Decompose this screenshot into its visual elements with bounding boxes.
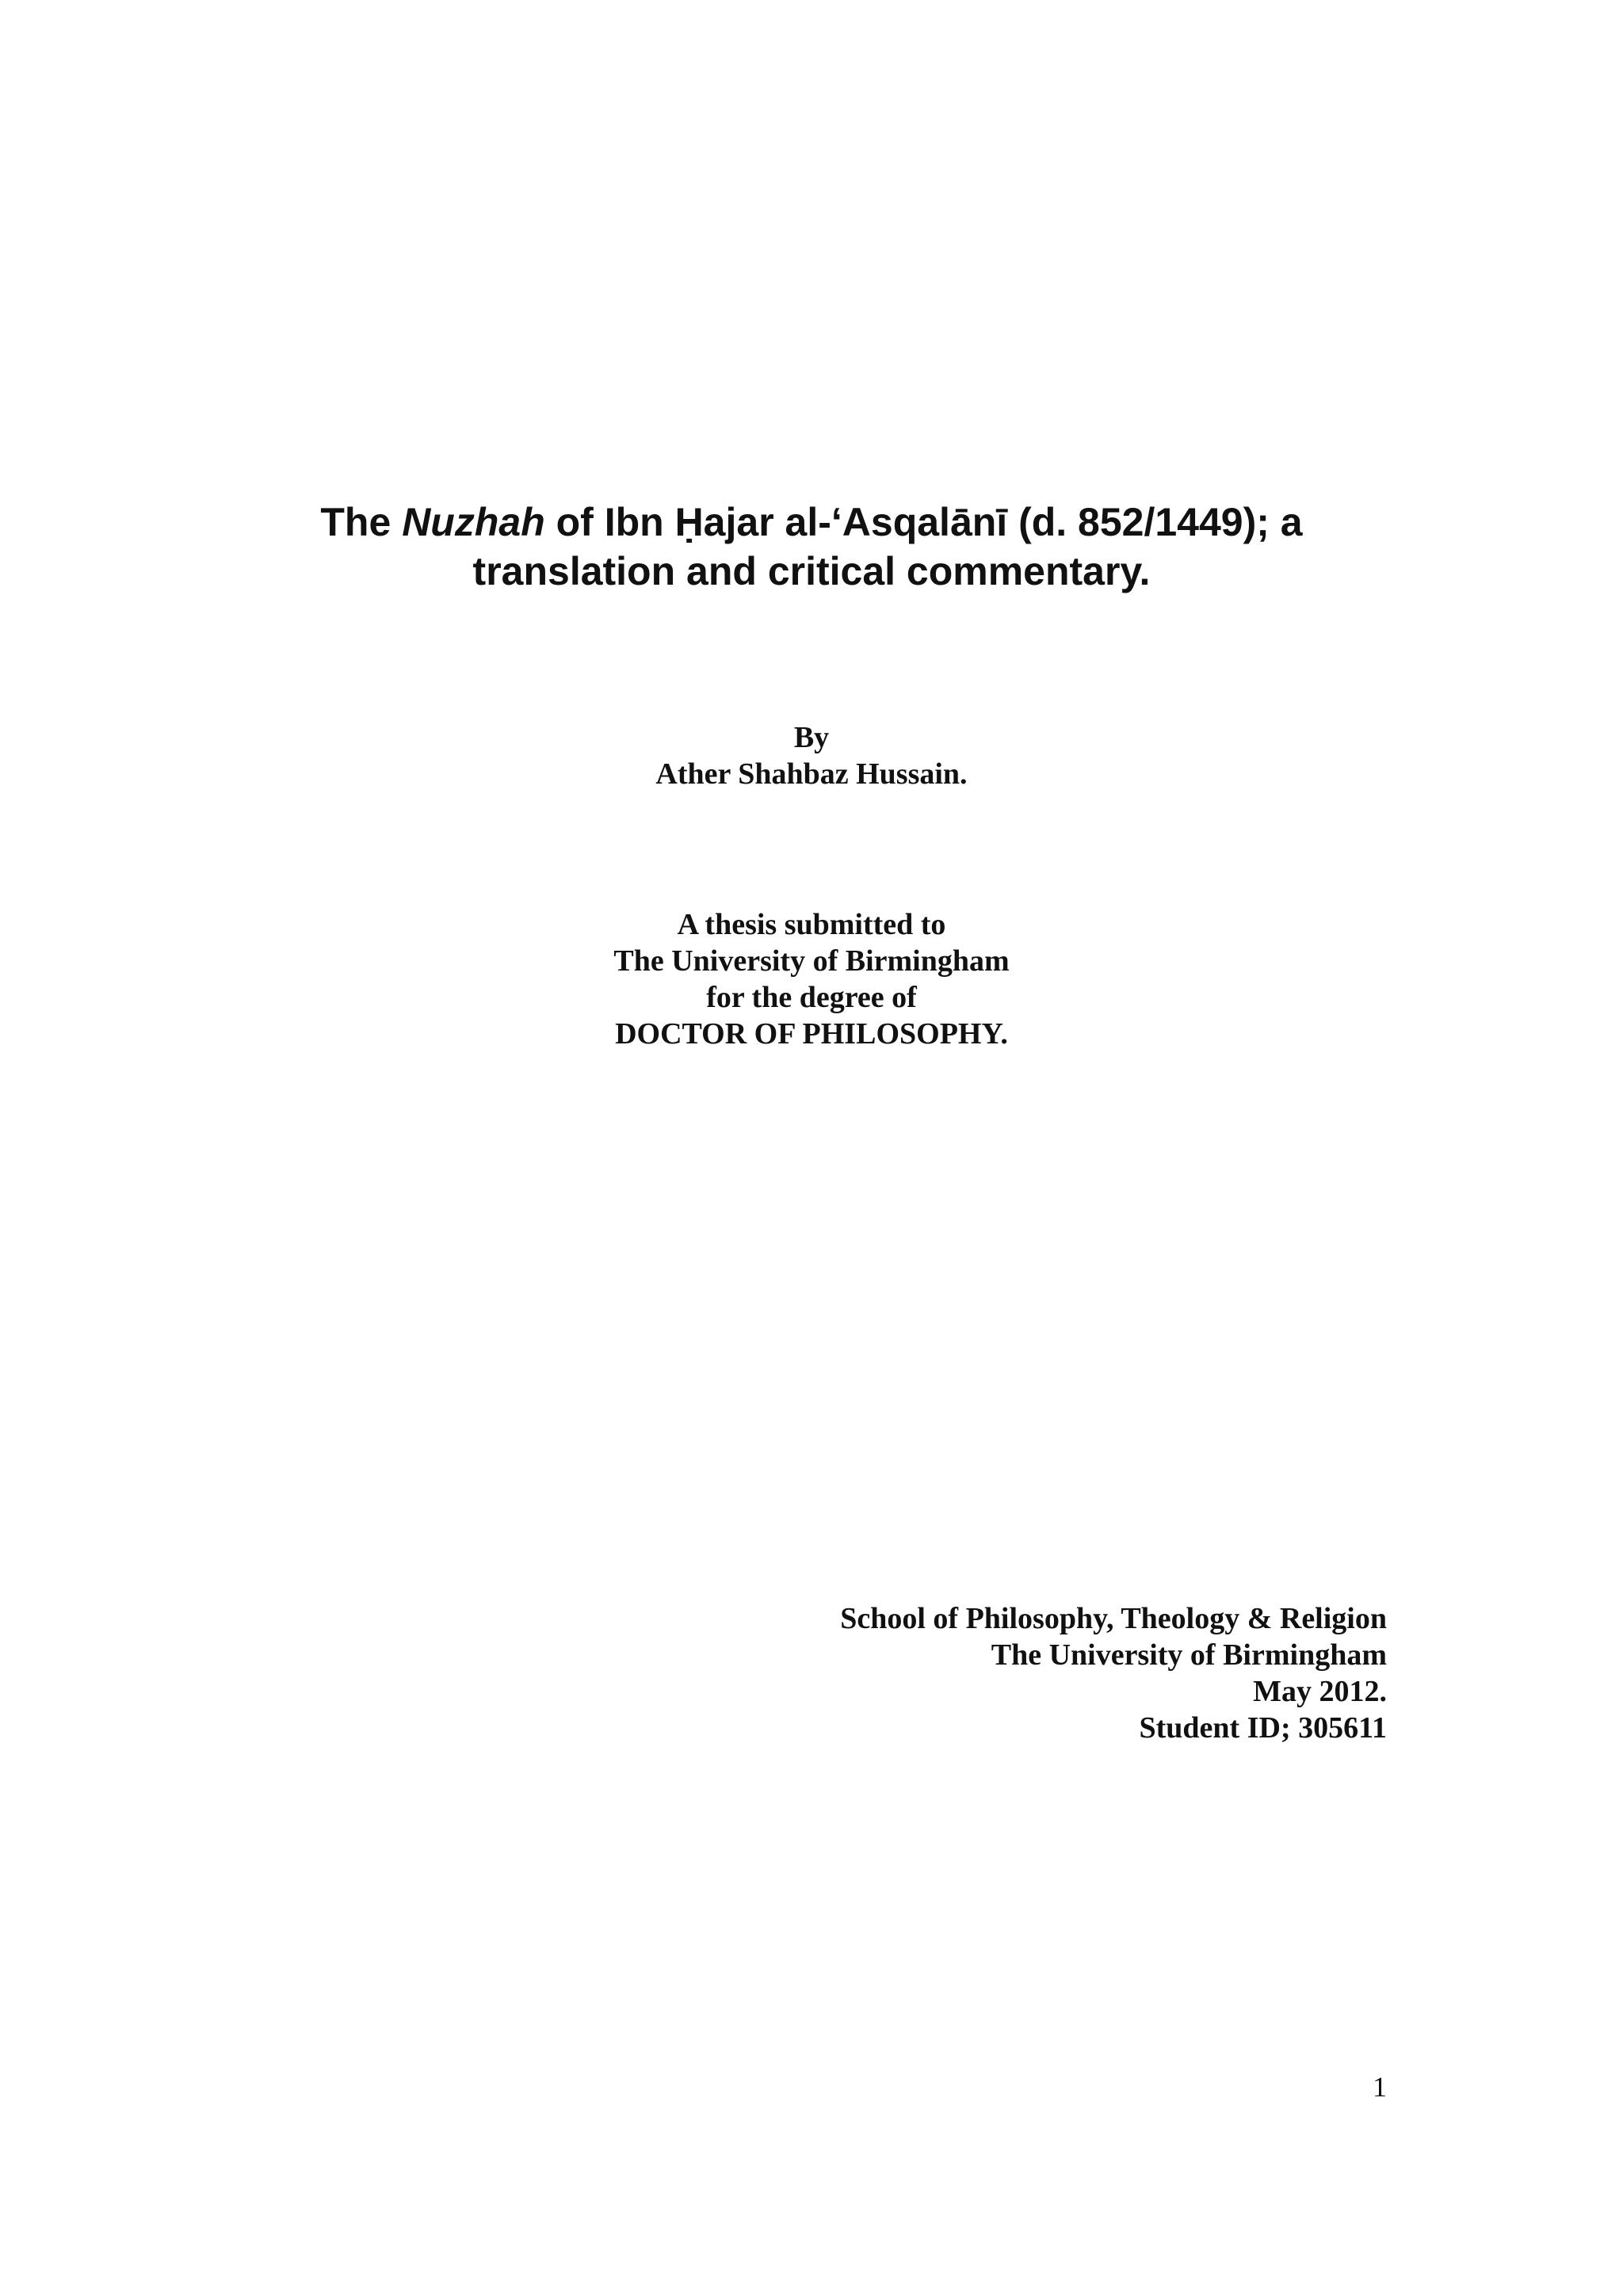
thesis-title-line-2: translation and critical commentary. [472,549,1151,593]
submission-line-1: A thesis submitted to [677,908,946,941]
submission-line-3: for the degree of [706,981,917,1014]
submission-line-2: The University of Birmingham [613,944,1010,978]
title-suffix: of Ibn Ḥajar al-‘Asqalānī (d. 852/1449); a [544,500,1303,544]
title-italic-word: Nuzhah [402,500,545,544]
submission-date: May 2012. [1253,1675,1387,1708]
university-name: The University of Birmingham [991,1638,1387,1672]
student-id: Student ID; 305611 [1139,1711,1387,1745]
submission-line-4: DOCTOR OF PHILOSOPHY. [615,1017,1008,1051]
by-label: By [793,721,830,754]
submission-statement [0,906,1623,1052]
school-name: School of Philosophy, Theology & Religion [840,1602,1387,1635]
page-number: 1 [1373,2071,1387,2103]
byline [0,719,1623,792]
author-name: Ather Shahbaz Hussain. [655,757,968,791]
title-prefix: The [320,500,403,544]
thesis-title [0,498,1623,596]
thesis-title-line-1 [0,498,1623,547]
affiliation-block [0,1600,1387,1746]
